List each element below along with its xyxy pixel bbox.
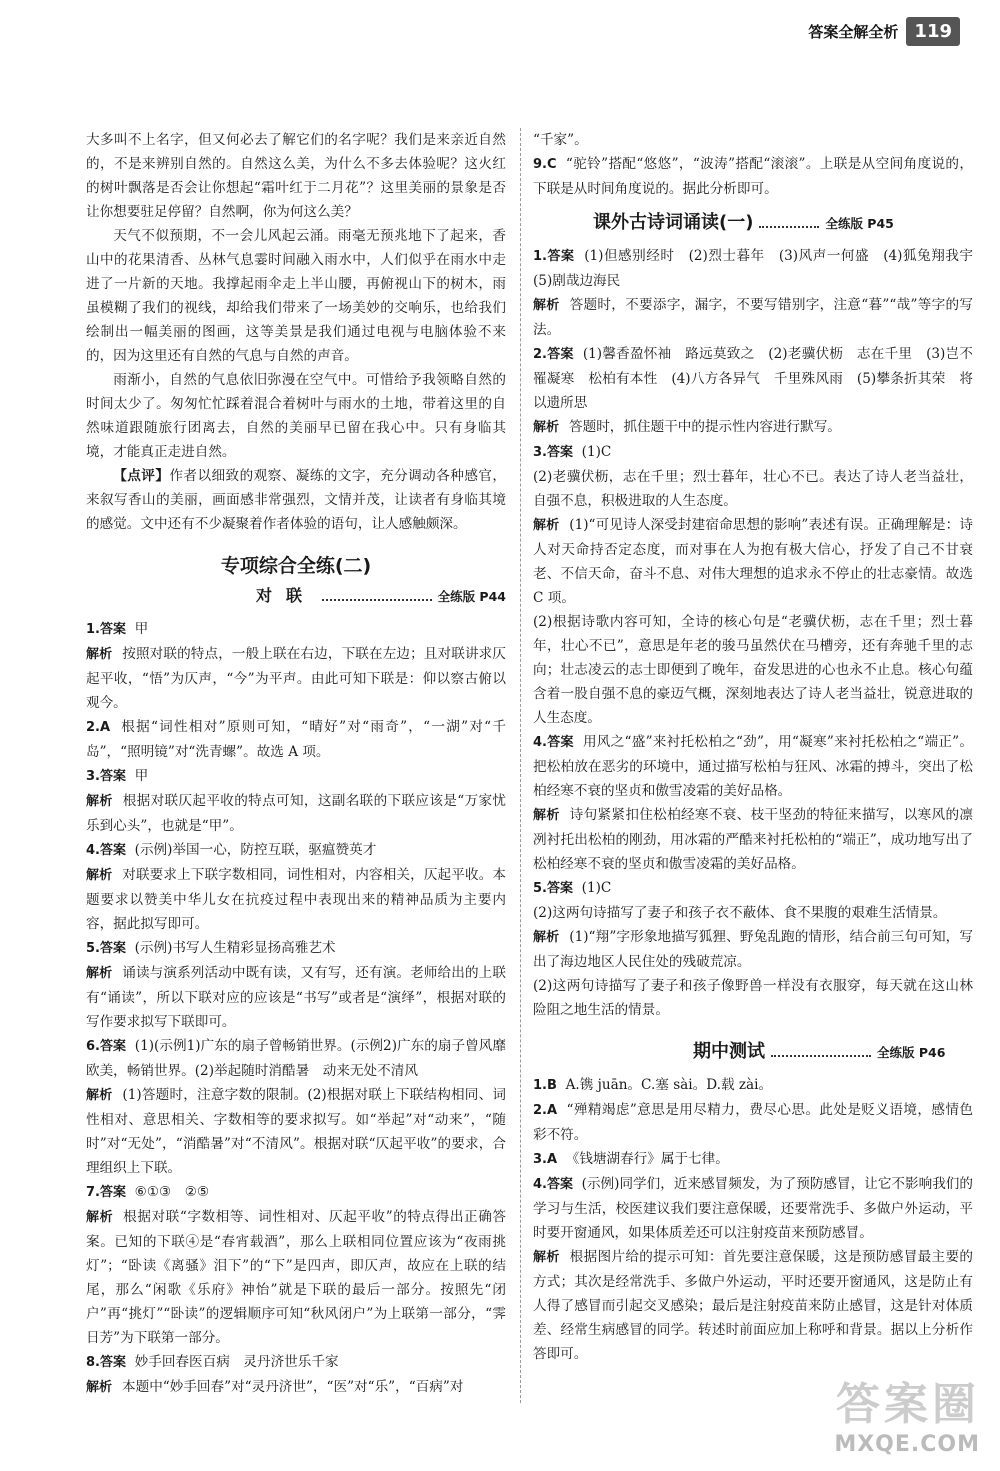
answer-item [86, 936, 506, 961]
essay-paragraph: 大多叫不上名字，但又何必去了解它们的名字呢？我们是来亲近自然的，不是来辨别自然的。自然这么美，为什么不多去体验呢？这火红的树叶飘落是否会让你想起“霜叶红于二月花”？这里美丽的景象是否让你想要驻足停留？自然啊，你为何这么美？ [86, 132, 506, 220]
sub-section-header [86, 584, 506, 609]
answer-item [533, 1147, 973, 1172]
answer-item [533, 1172, 973, 1245]
question-label: 1.答案 [86, 622, 126, 637]
analysis-text: 答题时，不要添字，漏字，不要写错别字，注意“暮”“哉”等字的写法。 [533, 297, 973, 338]
question-label: 4.答案 [533, 735, 574, 750]
left-column [86, 128, 506, 1400]
question-label: 3.答案 [86, 769, 126, 784]
answer-item [533, 730, 973, 803]
analysis-label: 解析 [533, 930, 560, 945]
answer-text: (2)老骥伏枥，志在千里；烈士暮年，壮心不已。表达了诗人老当益壮，自强不息，积极进取的人生态度。 [533, 469, 973, 509]
answer-item [86, 764, 506, 789]
question-label: 2.A [86, 720, 111, 735]
answer-text: (1)C [581, 880, 612, 896]
analysis-item [86, 1205, 506, 1350]
page-header [808, 14, 960, 48]
question-label: 4.答案 [533, 1177, 573, 1192]
question-label: 3.答案 [533, 445, 573, 460]
analysis-text: 答题时，抓住题干中的提示性内容进行默写。 [569, 419, 841, 435]
answer-text: 妙手回春医百病 灵丹济世乐千家 [134, 1354, 339, 1370]
analysis-text: 根据对联仄起平收的特点可知，这副名联的下联应该是“万家忧乐到心头”，也就是“甲”。 [86, 793, 506, 834]
version-ref: 全练版 P46 [877, 1045, 946, 1060]
header-title: 答案全解全析 [808, 22, 899, 41]
analysis-text: 对联要求上下联字数相同，词性相对，内容相关，仄起平收。本题要求以赞美中华儿女在抗疫过程中表现出来的精神品质为主要内容，据此拟写即可。 [86, 867, 506, 932]
analysis-label: 解析 [86, 794, 113, 809]
answer-text: (1)但感别经时 (2)烈士暮年 (3)风声一何盛 (4)狐兔翔我宇 (5)剧哉边海民 [533, 248, 987, 289]
question-label: 5.答案 [533, 881, 573, 896]
question-label: 8.答案 [86, 1355, 126, 1370]
analysis-item [533, 925, 973, 974]
answer-text: 《钱塘湖春行》属于七律。 [565, 1151, 729, 1167]
comment-label: 【点评】 [113, 468, 170, 484]
analysis-text: 诵读与演系列活动中既有读，又有写，还有演。老师给出的上联有“诵读”，所以下联对应的应该是“书写”或者是“演绎”，根据对联的写作要求拟写下联即可。 [86, 965, 506, 1030]
answer-text: (1)馨香盈怀袖 路远莫致之 (2)老骥伏枥 志在千里 (3)岂不罹凝寒 松柏有本性 (4)八方各异气 千里殊风雨 (5)攀条折其荣 将以遗所思 [533, 346, 974, 411]
analysis-label: 解析 [86, 966, 113, 981]
answer-item [86, 1180, 506, 1205]
analysis-item [86, 642, 506, 715]
continued-text: “千家”。 [533, 132, 588, 148]
analysis-text: (1)“可见诗人深受封建宿命思想的影响”表述有误。正确理解是：诗人对天命持否定态度，而对事在人为抱有极大信心，抒发了自己不甘衰老、不信天命，奋斗不息、对伟大理想的追求永不停止的壮志豪情。故选 C 项。 [533, 517, 973, 606]
answer-text: (1)(示例1)广东的扇子曾畅销世界。(示例2)广东的扇子曾风靡欧美，畅销世界。(2)举起随时消酷暑 动来无处不清风 [86, 1038, 506, 1079]
analysis-text: 本题中“妙手回春”对“灵丹济世”，“医”对“乐”，“百病”对 [122, 1379, 464, 1395]
analysis-label: 解析 [86, 1210, 114, 1225]
answer-item [86, 1350, 506, 1375]
question-label: 7.答案 [86, 1185, 126, 1200]
analysis-text: 根据对联“字数相等、词性相对、仄起平收”的特点得出正确答案。已知的下联④是“春宵载酒”，那么上联相同位置应该为“夜雨挑灯”；“卧读《离骚》泪下”的“下”是四声，即仄声，故应在上联的结尾，那么“闲歌《乐府》神怡”就是下联的最后一部分。按照先“闭户”再“挑灯”“卧读”的逻辑顺序可知“秋风闭户”为上联第一部分，“霁日芳”为下联第一部分。 [86, 1209, 506, 1346]
comment [86, 464, 506, 536]
answer-item [86, 838, 506, 863]
answer-text: A.镌 juān。C.塞 sài。D.载 zài。 [565, 1077, 773, 1093]
answer-item [86, 715, 506, 764]
leader-dots [322, 599, 432, 601]
answer-text: 用风之“盛”来衬托松柏之“劲”，用“凝寒”来衬托松柏之“端正”。把松柏放在恶劣的环境中，通过描写松柏与狂风、冰霜的搏斗，突出了松柏经寒不衰的坚贞和傲雪凌霜的美好品格。 [533, 734, 973, 799]
version-ref: 全练版 P45 [825, 216, 894, 231]
question-label: 9.C [533, 157, 557, 172]
leader-dots [771, 1055, 871, 1057]
watermark-logo: 答案圈 [836, 1379, 980, 1430]
analysis-text: (1)“翔”字形象地描写狐狸、野兔乱跑的情形，结合前三句可知，写出了海边地区人民住处的残破荒凉。 [533, 929, 973, 970]
analysis-text: 诗句紧紧扣住松柏经寒不衰、枝干坚劲的特征来描写，以寒风的凛冽衬托出松柏的刚劲，用冰霜的严酷来衬托松柏的“端正”，成功地写出了松柏经寒不衰的坚贞和傲雪凌霜的美好品格。 [533, 807, 973, 872]
analysis-item [533, 1245, 973, 1366]
answer-item [533, 1098, 973, 1147]
analysis-item [86, 961, 506, 1034]
right-column [533, 128, 987, 1366]
question-label: 3.A [533, 1152, 558, 1167]
analysis-label: 解析 [533, 808, 560, 823]
question-label: 5.答案 [86, 941, 126, 956]
analysis-text: (2)这两句诗描写了妻子和孩子像野兽一样没有衣服穿，每天就在这山林险阻之地生活的情景。 [533, 978, 973, 1018]
analysis-label: 解析 [86, 1380, 113, 1395]
answer-item [86, 617, 506, 642]
section-name: 期中测试 [693, 1041, 765, 1062]
essay-paragraph: 天气不似预期，不一会儿风起云涌。雨毫无预兆地下了起来，香山中的花果清香、丛林气息霎时间融入雨水中，人们似乎在雨水中走进了一片新的天地。我撑起雨伞走上半山腰，再俯视山下的树木，雨虽模糊了我们的视线，却给我们带来了一场美妙的交响乐，也给我们绘制出一幅美丽的图画，这等美景是我们通过电视与电脑体验不来的，因为这里还有自然的气息与自然的声音。 [86, 228, 506, 364]
analysis-item [86, 1375, 506, 1400]
question-label: 1.B [533, 1078, 557, 1093]
analysis-item [533, 803, 973, 876]
leader-dots [759, 226, 819, 228]
section-title: 专项综合全练(二) [220, 555, 372, 577]
answer-item [533, 876, 973, 901]
question-label: 6.答案 [86, 1039, 127, 1054]
section-header [533, 1040, 973, 1065]
answer-text: “殚精竭虑”意思是用尽精力，费尽心思。此处是贬义语境，感情色彩不符。 [533, 1102, 973, 1143]
analysis-label: 解析 [533, 1250, 560, 1265]
analysis-item [533, 415, 973, 440]
analysis-text: (1)答题时，注意字数的限制。(2)根据对联上下联结构相同、词性相对、意思相关、字数相等的要求拟写。如“举起”对“动来”，“随时”对“无处”，“消酷暑”对“不清风”。根据对联“仄起平收”的要求，合理组织上下联。 [86, 1087, 506, 1176]
analysis-text: (2)根据诗歌内容可知，全诗的核心句是“老骥伏枥，志在千里；烈士暮年，壮心不已”，意思是年老的骏马虽然伏在马槽旁，还有奔驰千里的志向；壮志凌云的志士即便到了晚年，奋发思进的心也永不止息。核心句蕴含着一股自强不息的豪迈气概，深刻地表达了诗人老当益壮，锐意进取的人生态度。 [533, 614, 973, 726]
column-divider [520, 128, 521, 1403]
answer-text: (示例)同学们，近来感冒频发，为了预防感冒，让它不影响我们的学习与生活，校医建议我们要注意保暖，还要常洗手、多做户外运动，平时要开窗通风，如果体质差还可以注射疫苗来预防感冒。 [533, 1176, 973, 1241]
analysis-label: 解析 [533, 298, 560, 313]
essay-paragraph: 雨渐小，自然的气息依旧弥漫在空气中。可惜给予我领略自然的时间太少了。匆匆忙忙踩着混合着树叶与雨水的土地，带着这里的自然味道跟随旅行团离去，自然的美丽早已留在我心中。只有身临其境，才能真正走进自然。 [86, 372, 506, 460]
analysis-label: 解析 [86, 1088, 113, 1103]
answer-text: (2)这两句诗描写了妻子和孩子衣不蔽体、食不果腹的艰难生活情景。 [533, 905, 947, 921]
answer-text: (1)C [581, 444, 612, 460]
analysis-item [86, 1083, 506, 1180]
answer-text: “驼铃”搭配“悠悠”，“波涛”搭配“滚滚”。上联是从空间角度说的，下联是从时间角度说的。据此分析即可。 [533, 156, 973, 197]
sub-section-name: 对联 [256, 586, 317, 605]
answer-text: (示例)书写人生精彩显扬高雅艺术 [134, 940, 336, 956]
answer-item [533, 152, 973, 201]
analysis-item [533, 513, 973, 610]
question-label: 1.答案 [533, 249, 575, 264]
answer-item [533, 1073, 973, 1098]
section-header [533, 211, 973, 236]
analysis-label: 解析 [533, 420, 560, 435]
section-name: 课外古诗词诵读(一) [593, 212, 754, 233]
analysis-label: 解析 [86, 868, 113, 883]
analysis-item [533, 293, 973, 342]
watermark-url: MXQE.COM [834, 1432, 980, 1457]
analysis-label: 解析 [86, 647, 113, 662]
question-label: 4.答案 [86, 843, 126, 858]
answer-text: 甲 [134, 768, 149, 784]
comment-text: 作者以细致的观察、凝练的文字，充分调动各种感官，来叙写香山的美丽，画面感非常强烈，文情并茂，让读者有身临其境的感觉。文中还有不少凝聚着作者体验的语句，让人感触颇深。 [86, 468, 507, 532]
version-ref: 全练版 P44 [437, 589, 506, 604]
site-watermark [834, 1368, 980, 1457]
answer-text: (示例)举国一心，防控互联，驱瘟赞英才 [134, 842, 377, 858]
analysis-text: 按照对联的特点，一般上联在右边，下联在左边；且对联讲求仄起平收，“悟”为仄声，“今”为平声。由此可知下联是：仰以察古俯以观今。 [86, 646, 506, 711]
answer-item [533, 244, 987, 293]
analysis-text: 根据图片给的提示可知：首先要注意保暖，这是预防感冒最主要的方式；其次是经常洗手、多做户外运动，平时还要开窗通风，这是防止有人得了感冒而引起交叉感染；最后是注射疫苗来防止感冒，这是针对体质差、经常生病感冒的同学。转述时前面应加上称呼和背景。据以上分析作答即可。 [533, 1249, 973, 1362]
answer-item [533, 342, 973, 415]
question-label: 2.答案 [533, 347, 574, 362]
analysis-item [86, 789, 506, 838]
answer-text: ⑥①③ ②⑤ [134, 1184, 210, 1200]
analysis-label: 解析 [533, 518, 560, 533]
answer-item [533, 440, 973, 465]
page-number: 119 [906, 17, 960, 46]
analysis-item [86, 863, 506, 936]
answer-text: 甲 [134, 621, 149, 637]
question-label: 2.A [533, 1103, 558, 1118]
answer-text: 根据“词性相对”原则可知，“晴好”对“雨奇”，“一湖”对“千岛”，“照明镜”对“洗青螺”。故选 A 项。 [86, 719, 506, 760]
answer-item [86, 1034, 506, 1083]
